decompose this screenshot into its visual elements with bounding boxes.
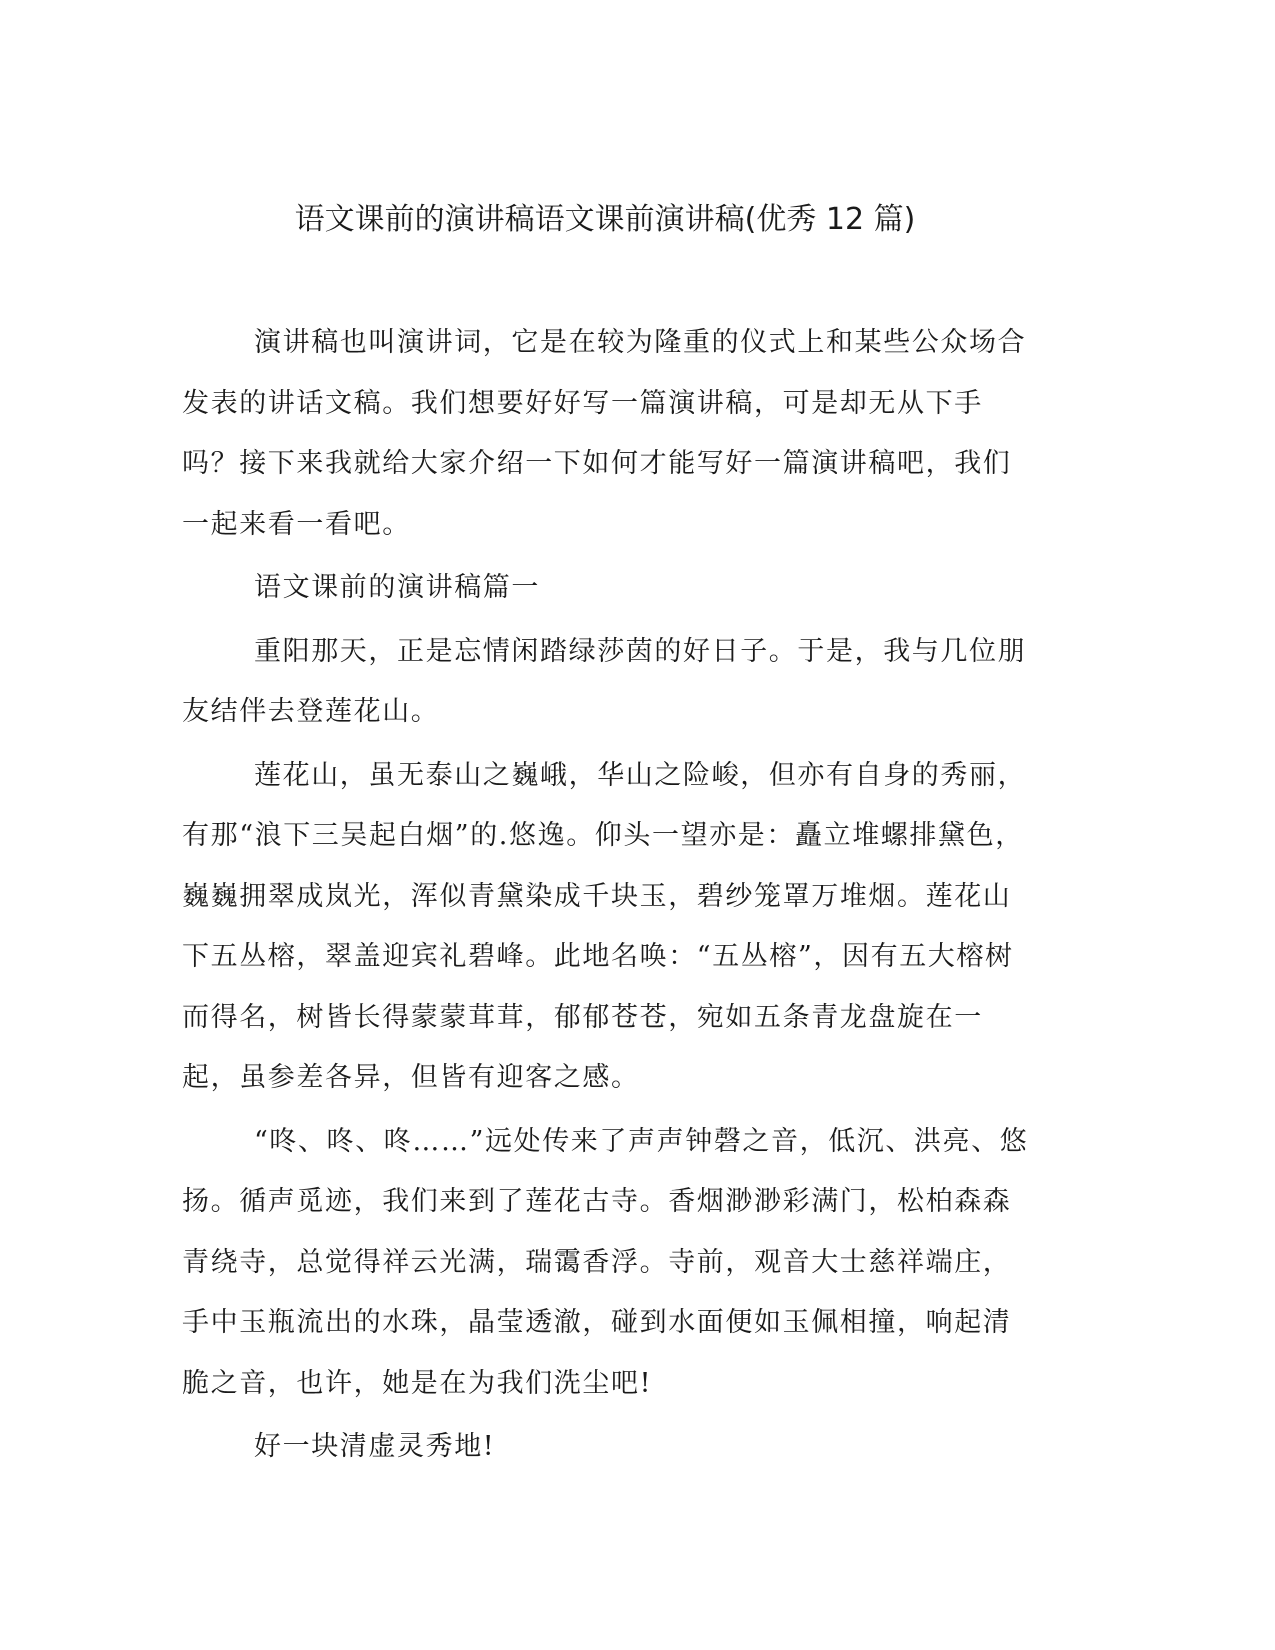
body-paragraph: 好一块清虚灵秀地! — [254, 1431, 496, 1462]
section-heading: 语文课前的演讲稿篇一 — [254, 572, 540, 603]
document-title: 语文课前的演讲稿语文课前演讲稿(优秀 12 篇) — [294, 202, 916, 237]
body-paragraph: 莲花山，虽无泰山之巍峨，华山之险峻，但亦有自身的秀丽，有那“浪下三吴起白烟”的.悠逸。仰头一望亦是：矗立堆螺排黛色，巍巍拥翠成岚光，浑似青黛染成千块玉，碧纱笼罩万堆烟。莲花山下五丛榕，翠盖迎宾礼碧峰。此地名唤：“五丛榕”，因有五大榕树而得名，树皆长得蒙蒙茸茸，郁郁苍苍，宛如五条青龙盘旋在一起，虽参差各异，但皆有迎客之感。 — [182, 759, 1027, 1093]
body-paragraph: 重阳那天，正是忘情闲踏绿莎茵的好日子。于是，我与几位朋友结伴去登莲花山。 — [182, 635, 1027, 727]
body-paragraph: “咚、咚、咚……”远处传来了声声钟磬之音，低沉、洪亮、悠扬。循声觅迹，我们来到了莲花古寺。香烟渺渺彩满门，松柏森森青绕寺，总觉得祥云光满，瑞霭香浮。寺前，观音大士慈祥端庄，手中玉瓶流出的水珠，晶莹透澈，碰到水面便如玉佩相撞，响起清脆之音，也许，她是在为我们洗尘吧! — [182, 1125, 1029, 1399]
document-body — [182, 313, 1037, 1481]
intro-paragraph: 演讲稿也叫演讲词，它是在较为隆重的仪式上和某些公众场合发表的讲话文稿。我们想要好好写一篇演讲稿，可是却无从下手吗？接下来我就给大家介绍一下如何才能写好一篇演讲稿吧，我们一起来看一看吧。 — [182, 327, 1027, 540]
